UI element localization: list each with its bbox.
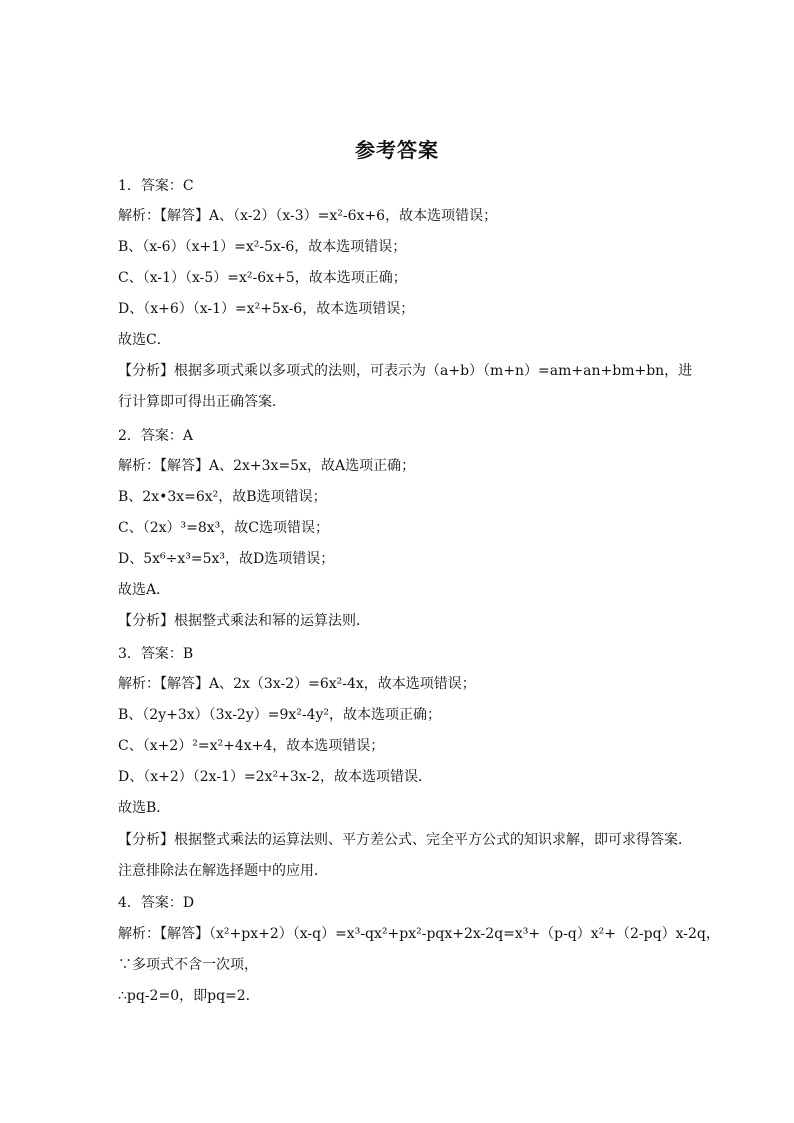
- answer-2-option-c: C、（2x）³=8x³，故C选项错误；: [118, 520, 329, 536]
- answer-1-explanation-a: 解析：【解答】A、（x-2）（x-3）=x²-6x+6，故本选项错误；: [118, 208, 498, 224]
- answer-3-explanation-a: 解析：【解答】A、2x（3x-2）=6x²-4x，故本选项错误；: [118, 676, 476, 692]
- answer-4-heading: 4．答案：D: [118, 895, 195, 911]
- answer-3-option-b: B、（2y+3x）（3x-2y）=9x²-4y²，故本选项正确；: [118, 707, 442, 723]
- answer-2-analysis: 【分析】根据整式乘法和幂的运算法则．: [118, 613, 370, 629]
- answer-1-heading: 1．答案：C: [118, 178, 194, 194]
- answer-1-option-c: C、（x-1）（x-5）=x²-6x+5，故本选项正确；: [118, 270, 407, 286]
- answer-4-because: ∵多项式不含一次项，: [118, 957, 258, 973]
- answer-4-therefore: ∴pq-2=0，即pq=2．: [118, 988, 260, 1004]
- answer-1-choice: 故选C．: [118, 332, 171, 348]
- answer-3-analysis: 【分析】根据整式乘法的运算法则、平方差公式、完全平方公式的知识求解，即可求得答案．注意排除法在解选择题中的应用．: [118, 832, 692, 879]
- answer-3-heading: 3．答案：B: [118, 646, 194, 662]
- answer-1-analysis: 【分析】根据多项式乘以多项式的法则，可表示为（a+b）（m+n）=am+an+bm+bn，进行计算即可得出正确答案．: [118, 363, 693, 410]
- answer-1-option-d: D、（x+6）（x-1）=x²+5x-6，故本选项错误；: [118, 301, 415, 317]
- answer-2-option-d: D、5x⁶÷x³=5x³，故D选项错误；: [118, 551, 335, 567]
- answer-3-option-d: D、（x+2）（2x-1）=2x²+3x-2，故本选项错误．: [118, 769, 433, 785]
- page-title: 参考答案: [355, 138, 439, 162]
- answer-2-option-b: B、2x•3x=6x²，故B选项错误；: [118, 489, 327, 505]
- answer-3-option-c: C、（x+2）²=x²+4x+4，故本选项错误；: [118, 738, 385, 754]
- answer-1-option-b: B、（x-6）（x+1）=x²-5x-6，故本选项错误；: [118, 239, 407, 255]
- answer-2-choice: 故选A．: [118, 582, 171, 598]
- answer-4-explanation: 解析：【解答】（x²+px+2）（x-q）=x³-qx²+px²-pqx+2x-2q=x³+（p-q）x²+（2-pq）x-2q，: [118, 926, 720, 942]
- answer-2-heading: 2．答案：A: [118, 428, 194, 444]
- answer-3-choice: 故选B．: [118, 800, 171, 816]
- answer-2-explanation-a: 解析：【解答】A、2x+3x=5x，故A选项正确；: [118, 458, 416, 474]
